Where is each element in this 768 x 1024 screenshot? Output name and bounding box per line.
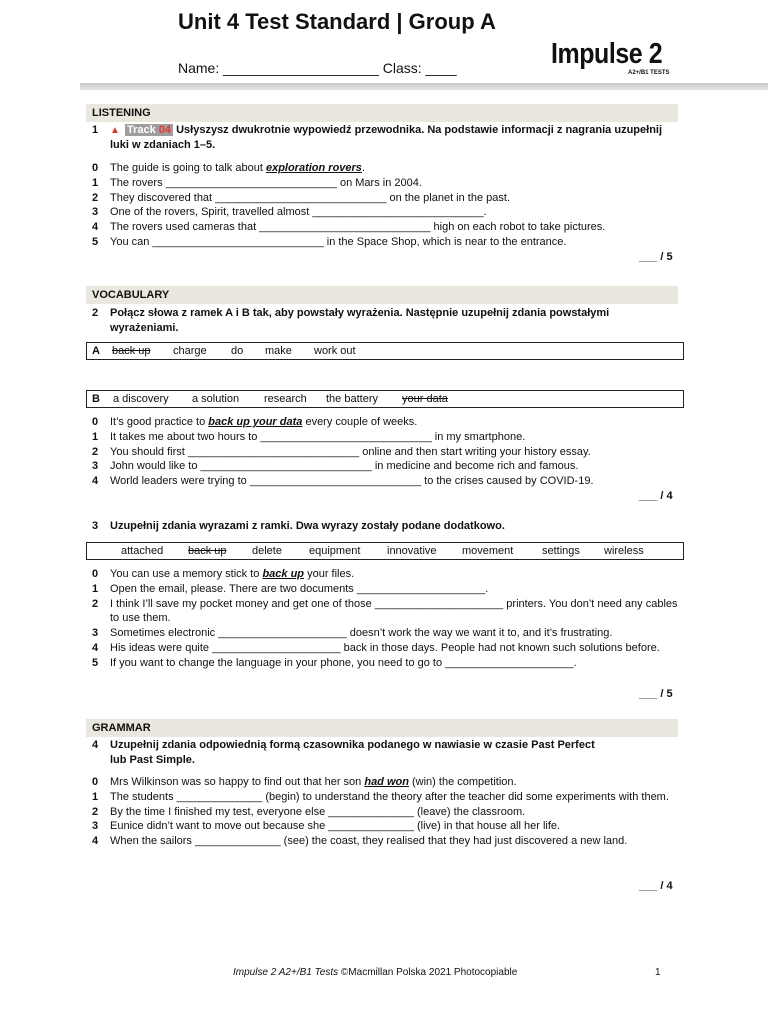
item-text: John would like to ____________________________ in medicine and become rich and famous.	[110, 460, 579, 473]
box-word: innovative	[387, 545, 437, 557]
task-4-items	[92, 775, 682, 849]
task-3-items	[92, 567, 682, 671]
exercise-item	[92, 205, 682, 220]
exercise-item	[92, 430, 682, 445]
item-text: It’s good practice to	[110, 416, 209, 428]
item-text: your files.	[304, 568, 355, 580]
exercise-item	[92, 626, 682, 641]
box-word: equipment	[309, 545, 361, 557]
item-number: 0	[92, 568, 99, 580]
item-number: 2	[92, 445, 99, 458]
section-listening: LISTENING	[86, 104, 678, 122]
item-number: 0	[92, 776, 99, 788]
word-box-b	[86, 390, 684, 408]
task-number: 1	[92, 124, 99, 136]
item-number: 4	[92, 475, 99, 488]
exercise-item	[92, 191, 682, 206]
name-class-line: Name: ____________________ Class: ____	[178, 60, 457, 76]
word-box-a	[86, 342, 684, 360]
item-text: The rovers used cameras that ____________________________ high on each robot to take pictures.	[110, 221, 606, 234]
box-word: back up	[112, 345, 151, 357]
box-word: a solution	[192, 393, 240, 405]
page-number: 1	[655, 967, 661, 978]
task-2-instruction: 2 Połącz słowa z ramek A i B tak, aby powstały wyrażenia. Następnie uzupełnij zdania powstałymi wyrażeniami.	[92, 307, 610, 334]
item-number: 4	[92, 221, 99, 234]
item-number: 1	[92, 790, 99, 803]
track-label: Track 04	[126, 124, 172, 136]
exercise-item	[92, 834, 682, 849]
exercise-item	[92, 176, 682, 191]
item-text: One of the rovers, Spirit, travelled almost ____________________________.	[110, 206, 487, 219]
item-text: Mrs Wilkinson was so happy to find out that her son	[110, 776, 365, 788]
item-number: 4	[92, 641, 99, 654]
exercise-item	[92, 805, 682, 820]
instruction-text: Usłyszysz dwukrotnie wypowiedź przewodnika. Na podstawie informacji z nagrania uzupełnij	[176, 124, 663, 136]
task-4-instruction: 4 Uzupełnij zdania odpowiednią formą czasownika podanego w nawiasie w czasie Past Perfect lub Past Simple.	[92, 739, 595, 766]
header-rule	[80, 83, 768, 90]
item-text: every couple of weeks.	[302, 416, 418, 428]
example-answer: had won	[364, 776, 409, 788]
box-word: charge	[173, 345, 207, 357]
exercise-item	[92, 641, 682, 656]
exercise-item	[92, 474, 682, 489]
task-3-instruction: 3 Uzupełnij zdania wyrazami z ramki. Dwa wyrazy zostały podane dodatkowo.	[92, 520, 505, 532]
item-text: (win) the competition.	[408, 776, 517, 788]
box-word: research	[264, 393, 307, 405]
item-text: They discovered that ____________________________ on the planet in the past.	[110, 191, 510, 204]
item-text: The rovers ____________________________ on Mars in 2004.	[110, 176, 422, 189]
item-text: The students ______________ (begin) to understand the theory after the teacher did some experiments with them.	[110, 790, 669, 803]
listening-items	[92, 161, 682, 250]
item-text: Open the email, please. There are two documents _____________________.	[110, 582, 489, 595]
item-text: World leaders were trying to ____________________________ to the crises caused by COVID-19.	[110, 475, 594, 488]
item-text: You can ____________________________ in the Space Shop, which is near to the entrance.	[110, 235, 567, 248]
section-grammar: GRAMMAR	[86, 719, 678, 737]
score-task-1: ___ / 5	[639, 251, 673, 263]
item-number: 4	[92, 835, 99, 848]
word-box-task-3	[86, 542, 684, 560]
score-task-2: ___ / 4	[639, 490, 673, 502]
item-text: The guide is going to talk about	[110, 162, 266, 174]
item-number: 3	[92, 460, 99, 473]
score-task-3: ___ / 5	[639, 688, 673, 700]
item-number: 2	[92, 191, 99, 204]
example-answer: back up	[262, 568, 305, 580]
exercise-item	[92, 235, 682, 250]
exercise-item	[92, 220, 682, 235]
item-number: 2	[92, 805, 99, 818]
exercise-item	[92, 819, 682, 834]
item-text: You can use a memory stick to	[110, 568, 263, 580]
item-number: 1	[92, 176, 99, 189]
page-title: Unit 4 Test Standard | Group A	[178, 9, 496, 34]
box-word: delete	[252, 545, 282, 557]
item-text: It takes me about two hours to ____________________________ in my smartphone.	[110, 430, 526, 443]
item-text: Eunice didn’t want to move out because she ______________ (live) in that house all her life.	[110, 820, 561, 833]
item-text: When the sailors ______________ (see) the coast, they realised that they had just discovered a new land.	[110, 835, 628, 848]
headphones-icon: ▲	[110, 125, 120, 136]
exercise-item	[92, 459, 682, 474]
box-word: work out	[314, 345, 356, 357]
exercise-item	[92, 415, 682, 430]
item-number: 0	[92, 162, 99, 174]
exercise-item	[92, 445, 682, 460]
item-number: 3	[92, 820, 99, 833]
exercise-item	[92, 775, 682, 790]
score-task-4: ___ / 4	[639, 880, 673, 892]
box-label: A	[92, 345, 100, 357]
item-text: His ideas were quite _____________________ back in those days. People had not known such solutions before.	[110, 641, 660, 654]
item-number: 3	[92, 627, 99, 640]
exercise-item	[92, 582, 682, 597]
item-number: 5	[92, 656, 99, 669]
box-word: back up	[188, 545, 227, 557]
item-text: You should first ____________________________ online and then start writing your history essay.	[110, 445, 591, 458]
item-number: 5	[92, 235, 99, 248]
example-answer: exploration rovers	[265, 162, 362, 174]
logo-subtitle: A2+/B1 TESTS	[628, 70, 670, 76]
item-number: 2	[92, 597, 99, 610]
item-text: Sometimes electronic _____________________ doesn’t work the way we want it to, and it’s frustrating.	[110, 627, 613, 640]
item-number: 1	[92, 582, 99, 595]
exercise-item	[92, 656, 682, 671]
box-word: movement	[462, 545, 514, 557]
exercise-item	[92, 597, 682, 627]
example-answer: back up your data	[208, 416, 303, 428]
item-number: 0	[92, 416, 99, 428]
box-word: attached	[121, 545, 164, 557]
item-text: .	[361, 162, 365, 174]
box-word: settings	[542, 545, 580, 557]
section-vocabulary: VOCABULARY	[86, 286, 678, 304]
box-word: your data	[402, 393, 448, 405]
item-number: 3	[92, 206, 99, 219]
exercise-item	[92, 567, 682, 582]
item-number: 1	[92, 430, 99, 443]
instruction-text: luki w zdaniach 1–5.	[110, 139, 216, 151]
item-text: If you want to change the language in your phone, you need to go to _____________________.	[110, 656, 577, 669]
impulse-logo: Impulse 2	[551, 38, 663, 70]
task-1-instruction	[92, 123, 682, 153]
task-2-items	[92, 415, 682, 489]
box-word: do	[231, 345, 244, 357]
item-text: I think I’ll save my pocket money and get one of those _____________________ printers. You don’t need any cables to use them.	[110, 597, 678, 625]
item-text: By the time I finished my test, everyone else ______________ (leave) the classroom.	[110, 805, 526, 818]
box-label: B	[92, 393, 100, 405]
box-word: wireless	[604, 545, 644, 557]
exercise-item	[92, 161, 682, 176]
box-word: a discovery	[113, 393, 169, 405]
box-word: the battery	[326, 393, 378, 405]
exercise-item	[92, 790, 682, 805]
footer-text: Impulse 2 A2+/B1 Tests ©Macmillan Polska 2021 Photocopiable	[233, 967, 518, 978]
box-word: make	[265, 345, 292, 357]
